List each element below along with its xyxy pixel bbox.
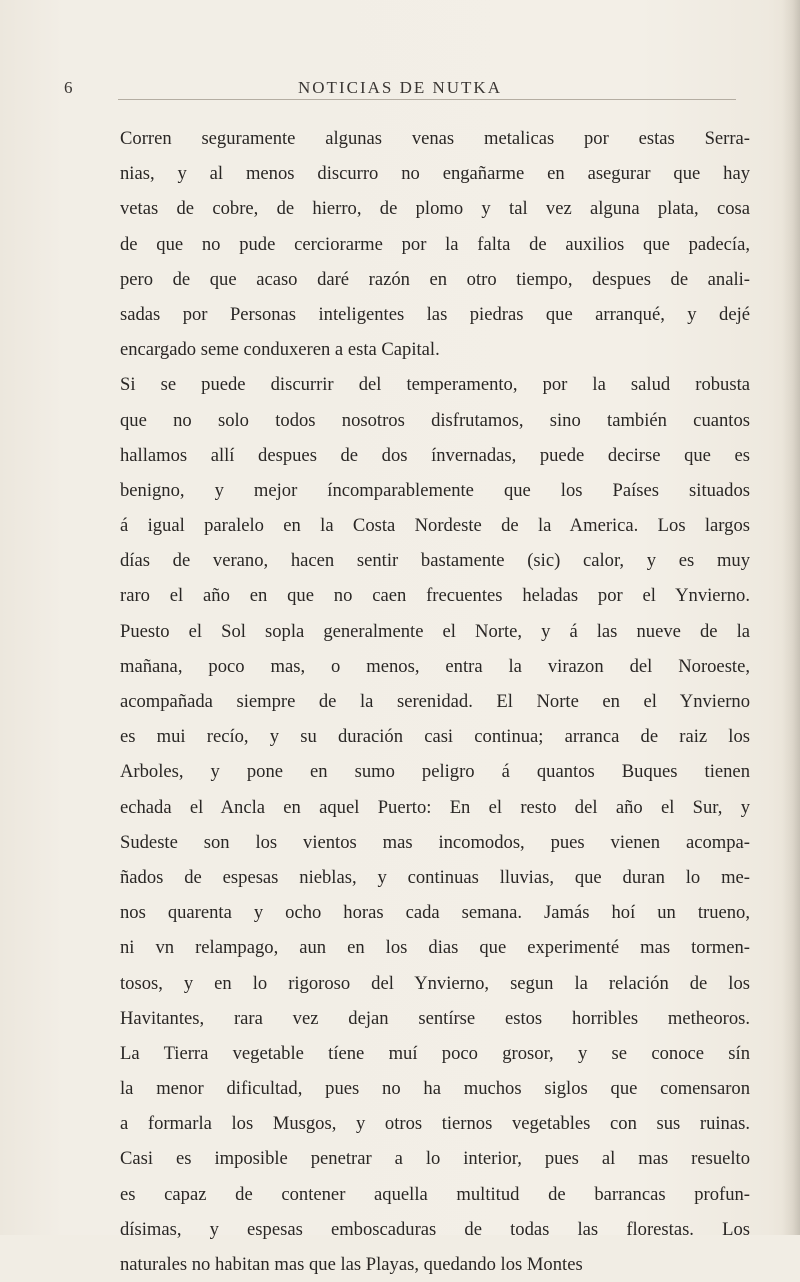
text-line: ni vn relampago, aun en los dias que experimenté mas tormen- (120, 937, 750, 959)
text-line: la menor dificultad, pues no ha muchos siglos que comensaron (120, 1078, 750, 1100)
text-line: nos quarenta y ocho horas cada semana. Jamás hoí un trueno, (120, 902, 750, 924)
text-line: nias, y al menos discurro no engañarme en asegurar que hay (120, 163, 750, 185)
text-line: ñados de espesas nieblas, y continuas lluvias, que duran lo me- (120, 866, 750, 888)
text-line: Sudeste son los vientos mas incomodos, pues vienen acompa- (120, 831, 750, 853)
text-line: Puesto el Sol sopla generalmente el Norte, y á las nueve de la (120, 620, 750, 642)
text-line: á igual paralelo en la Costa Nordeste de la Americа. Los largos (120, 515, 750, 537)
text-line: es capaz de contener aquella multitud de barrancas profun- (120, 1183, 750, 1205)
text-line: echada el Ancla en aquel Puerto: En el resto del año el Sur, y (120, 796, 750, 818)
text-line: La Tierra vegetable tíene muí poco grosor, y se conoce sín (120, 1042, 750, 1064)
text-line: Arboles, y pone en sumo peligro á quantos Buques tienen (120, 761, 750, 783)
text-line: pero de que acaso daré razón en otro tiempo, despues de anali- (120, 268, 750, 290)
text-line: de que no pude cerciorarme por la falta de auxilios que padecía, (120, 233, 750, 255)
running-title: NOTICIAS DE NUTKA (298, 78, 502, 97)
text-line: hallamos allí despues de dos ínvernadas, puede decirse que es (120, 444, 750, 466)
text-line: Si se puede discurrir del temperamento, por la salud robusta (120, 374, 750, 396)
page-edge-shadow (782, 0, 800, 1235)
text-line: sadas por Personas inteligentes las piedras que arranqué, y dejé (120, 303, 750, 325)
text-line: vetas de cobre, de hierro, de plomo y tal vez alguna plata, cosa (120, 198, 750, 220)
text-line: Casi es imposible penetrar a lo interior, pues al mas resuelto (120, 1148, 750, 1170)
text-line: tosos, y en lo rigoroso del Ynvierno, segun la relación de los (120, 972, 750, 994)
text-line: Corren seguramente algunas venas metalicas por estas Serra- (120, 128, 750, 149)
text-line: acompañada siempre de la serenidad. El Norte en el Ynvierno (120, 691, 750, 712)
page-number: 6 (64, 78, 74, 97)
text-line: que no solo todos nosotros disfrutamos, sino también cuantos (120, 409, 750, 431)
text-line: a formarla los Musgos, y otros tiernos vegetables con sus ruinas. (120, 1113, 750, 1135)
text-line: Havitantes, rara vez dejan sentírse estos horribles metheoros. (120, 1007, 750, 1029)
text-line: días de verano, hacen sentir bastamente (sic) calor, y es muy (120, 550, 750, 572)
text-line: dísimas, y espesas emboscaduras de todas las florestas. Los (120, 1218, 750, 1240)
body-text (120, 121, 750, 1282)
text-line: mañana, poco mas, o menos, entra la virazon del Noroeste, (120, 655, 750, 677)
header-rule (118, 99, 736, 100)
text-line: es mui recío, y su duración casi continua; arranca de raiz los (120, 726, 750, 748)
text-line: encargado seme conduxeren a esta Capital. (120, 339, 440, 361)
text-line: naturales no habitan mas que las Playas, quedando los Montes (120, 1254, 583, 1275)
text-line: raro el año en que no caen frecuentes heladas por el Ynvierno. (120, 585, 750, 607)
text-line: benigno, y mejor íncomparablemente que los Países situados (120, 479, 750, 501)
